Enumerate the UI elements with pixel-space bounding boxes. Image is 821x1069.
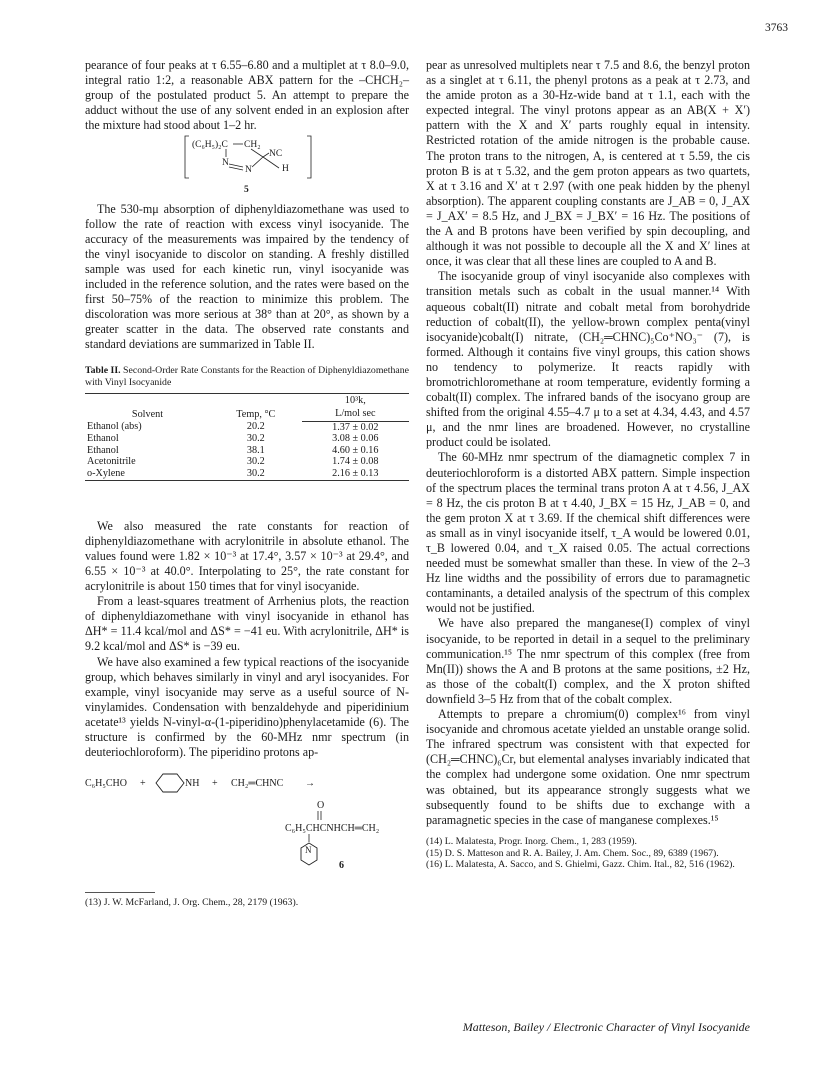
paragraph: We have also prepared the manganese(I) complex of vinyl isocyanide, to be reported in detail in a sequel to the preliminary communication.¹⁵ The nmr spectrum of this complex (free from Mn(II)) shows the A and B protons at the same positions, ±2 Hz, as those of the cobalt(I) complex, and the X proton shifted downfield 3–5 Hz from that of the cobalt complex. (426, 616, 750, 706)
paragraph: The 530-mμ absorption of diphenyldiazomethane was used to follow the rate of reaction with excess vinyl isocyanide. The accuracy of the measurements was impaired by the tendency of the vinyl isocyanide to discolor on standing. A freshly distilled sample was used for each kinetic run, vinyl isocyanide was included in the reference solution, and the rates were based on the first 50–75% of the reaction to minimize this problem. The discoloration was more serious at 38° than at 20°, as shown by a greater scatter in the data. The observed rate constants and standard deviations are summarized in Table II. (85, 201, 409, 352)
left-column (85, 58, 409, 909)
table-row (85, 433, 409, 445)
footnote-13: (13) J. W. McFarland, J. Org. Chem., 28, 2179 (1963). (85, 897, 299, 909)
paragraph: We also measured the rate constants for reaction of diphenyldiazomethane with acrylonitrile in absolute ethanol. The values found were 1.82 × 10⁻³ at 17.4°, 3.57 × 10⁻³ at 29.4°, and 6.55 × 10⁻³ at 40.0°. Interpolating to 25°, the rate constant for acrylonitrile is about 150 times that for vinyl isocyanide. (85, 518, 409, 594)
n-label: N (222, 158, 229, 169)
product-label: C₆H₅CHCNHCH═CH₂ (285, 823, 380, 835)
footnote-14: (14) L. Malatesta, Progr. Inorg. Chem., 1, 283 (1959). (426, 835, 637, 847)
running-footer: Matteson, Bailey / Electronic Character of Vinyl Isocyanide (462, 1020, 750, 1034)
page-number: 3763 (765, 22, 788, 34)
paragraph: The isocyanide group of vinyl isocyanide also complexes with transition metals such as cobalt in the usual manner.¹⁴ With aqueous cobalt(II) nitrate and cobalt metal from borohydride reduction of cobalt(II), the yellow-brown complex penta(vinyl isocyanide)cobalt(I) nitrate, (CH₂═CHNC)₅Co⁺NO₃⁻ (7), is formed. Although it contains five vinyl groups, this cation shows no tendency to polymerize. It reacts rapidly with bromotrichloromethane at room temperature, evidently forming a cobalt(II) complex. The infrared bands of the isocyano group are shifted from the original 4.55–4.7 μ to a set at 4.34, 4.43, and 4.57 μ, and the nmr lines are broadened. However, no crystalline product could be isolated. (426, 269, 750, 450)
plus-sign: + (212, 778, 218, 790)
footnote-16: (16) L. Malatesta, A. Sacco, and S. Ghielmi, Gazz. Chim. Ital., 82, 516 (1962). (426, 859, 735, 871)
table-row (85, 456, 409, 468)
table-caption (85, 365, 409, 389)
cell-solvent: o-Xylene (85, 468, 210, 480)
table-row (85, 421, 409, 433)
paragraph: We have also examined a few typical reactions of the isocyanide group, which behaves similarly in vinyl and aryl isocyanides. For example, vinyl isocyanide may serve as a useful source of N-vinylamides. Condensation with benzaldehyde and piperidinium acetate¹³ yields N-vinyl-α-(1-piperidino)phenylacetamide (6). The structure is confirmed by the 60-MHz nmr spectrum (in deuteriochloroform). The piperidino protons ap- (85, 654, 409, 760)
col-header-solvent: Solvent (85, 393, 210, 421)
n-label: N (245, 165, 252, 176)
cell-temp: 30.2 (210, 468, 302, 480)
cell-k: 2.16 ± 0.13 (302, 468, 409, 480)
rate-constant-table (85, 393, 409, 481)
paragraph: Attempts to prepare a chromium(0) complex¹⁶ from vinyl isocyanide and chromous acetate yielded an unstable orange solid. The infrared spectrum was consistent with that expected for (CH₂═CHNC)₆Cr, but elemental analyses invariably indicated that the complex had undergone some oxidation. One nmr spectrum was obtained, but its appearance strongly suggests what we subsequently found to be shifts due to exchange with a paramagnetic species in the case of manganese complexes.¹⁵ (426, 707, 750, 827)
benzaldehyde-label: C₆H₅CHO (85, 778, 127, 790)
paragraph: pearance of four peaks at τ 6.55–6.80 and a multiplet at τ 8.0–9.0, integral ratio 1:2, a reasonable ABX pattern for the –CHCH₂– group of the postulated product 5. An attempt to prepare the adduct without the use of any solvent ended in an explosion after the mixture had stood about 1–2 hr. (85, 58, 409, 133)
table-caption-text: Second-Order Rate Constants for the Reaction of Diphenyldiazomethane with Vinyl Isocyanide (85, 364, 409, 388)
col-header-k-units: L/mol sec (302, 407, 409, 421)
nc-label: NC (269, 149, 283, 160)
ring-n-label: N (305, 845, 312, 856)
cell-temp: 30.2 (246, 456, 265, 468)
nh-label: NH (185, 778, 200, 790)
table-row (85, 468, 409, 480)
reaction-arrow: → (305, 778, 315, 790)
compound-number: 6 (339, 860, 344, 872)
table-body (85, 421, 409, 480)
cell-solvent: Ethanol (87, 433, 119, 445)
cell-temp: 38.1 (246, 444, 265, 456)
footnote-rule (85, 892, 155, 893)
cell-k: 3.08 ± 0.06 (332, 433, 379, 445)
oxygen-label: O (317, 800, 325, 812)
cell-temp: 30.2 (246, 433, 265, 445)
footnote-15: (15) D. S. Matteson and R. A. Bailey, J. Am. Chem. Soc., 89, 6389 (1967). (426, 847, 719, 859)
cell-k: 1.74 ± 0.08 (332, 456, 379, 468)
paragraph: From a least-squares treatment of Arrhenius plots, the reaction of diphenyldiazomethane with vinyl isocyanide in ethanol has ΔH* = 11.4 kcal/mol and ΔS* = −41 eu. With acrylonitrile, ΔH* is 9.2 kcal/mol and ΔS* is −39 eu. (85, 594, 409, 654)
structure-5 (85, 133, 409, 195)
ch2-label: CH₂ (244, 140, 261, 151)
right-column (426, 58, 750, 871)
cell-solvent: Acetonitrile (87, 456, 136, 468)
vinyl-isocyanide-label: CH₂═CHNC (231, 778, 284, 790)
table-label: Table II. (85, 364, 121, 376)
table-row (85, 445, 409, 457)
plus-sign: + (140, 778, 146, 790)
col-header-k: 10³k, (302, 393, 409, 407)
compound-number: 5 (244, 185, 249, 196)
h-label: H (282, 164, 289, 175)
cell-k: 4.60 ± 0.16 (332, 444, 379, 456)
paragraph: The 60-MHz nmr spectrum of the diamagnetic complex 7 in deuteriochloroform is a distorted ABX pattern. Simple inspection of the spectrum places the terminal trans proton A at τ 4.56, J_AX = 8 Hz, the cis proton B at τ 4.40, J_BX = 15 Hz, J_AB = 0, and the gem proton X at τ 3.69. If the chemical shift differences were as small as in vinyl isocyanide itself, τ_A would be lowered 0.01, τ_B lowered 0.04, and τ_X raised 0.05. The actual corrections needed must be somewhat smaller than these. In view of the 2–3 Hz line widths and the possibility of errors due to paramagnetic contaminants, a detailed analysis of the spectrum of this complex would not be justified. (426, 450, 750, 616)
cell-k: 1.37 ± 0.02 (332, 421, 379, 433)
diphenyl-group-label: (C₆H₅)₂C (192, 140, 228, 151)
cell-solvent: Ethanol (87, 444, 119, 456)
piperidine-ring (156, 774, 184, 792)
col-header-temp: Temp, °C (210, 393, 302, 421)
cell-temp: 20.2 (246, 421, 265, 433)
cell-solvent: Ethanol (abs) (87, 421, 142, 433)
paragraph: pear as unresolved multiplets near τ 7.5 and 8.6, the benzyl proton as a singlet at τ 6.11, the phenyl protons as a peak at τ 2.73, and the amide proton as a 30-Hz-wide band at τ 1.1, each with the expected integral. The vinyl protons appear as an AB(X + X′) pattern with the X and X′ parts roughly equal in intensity. Restricted rotation of the amide nitrogen is the probable cause. The proton trans to the nitrogen, A, is centered at τ 5.59, the cis proton B is at τ 5.32, and the gem proton appears as two quartets, X at τ 3.16 and X′ at τ 2.97 (with one peak hidden by the phenyl absorption). The apparent coupling constants are J_AB = 0, J_AX = J_AX′ = 8.5 Hz, and J_BX = J_BX′ = 16 Hz. The positions of the A and B protons have been verified by spin decoupling, and although it was not possible to decouple all the X and X′ lines at once, it was clear that all these lines are coupled to A and B. (426, 58, 750, 269)
reaction-scheme-6 (85, 768, 409, 888)
